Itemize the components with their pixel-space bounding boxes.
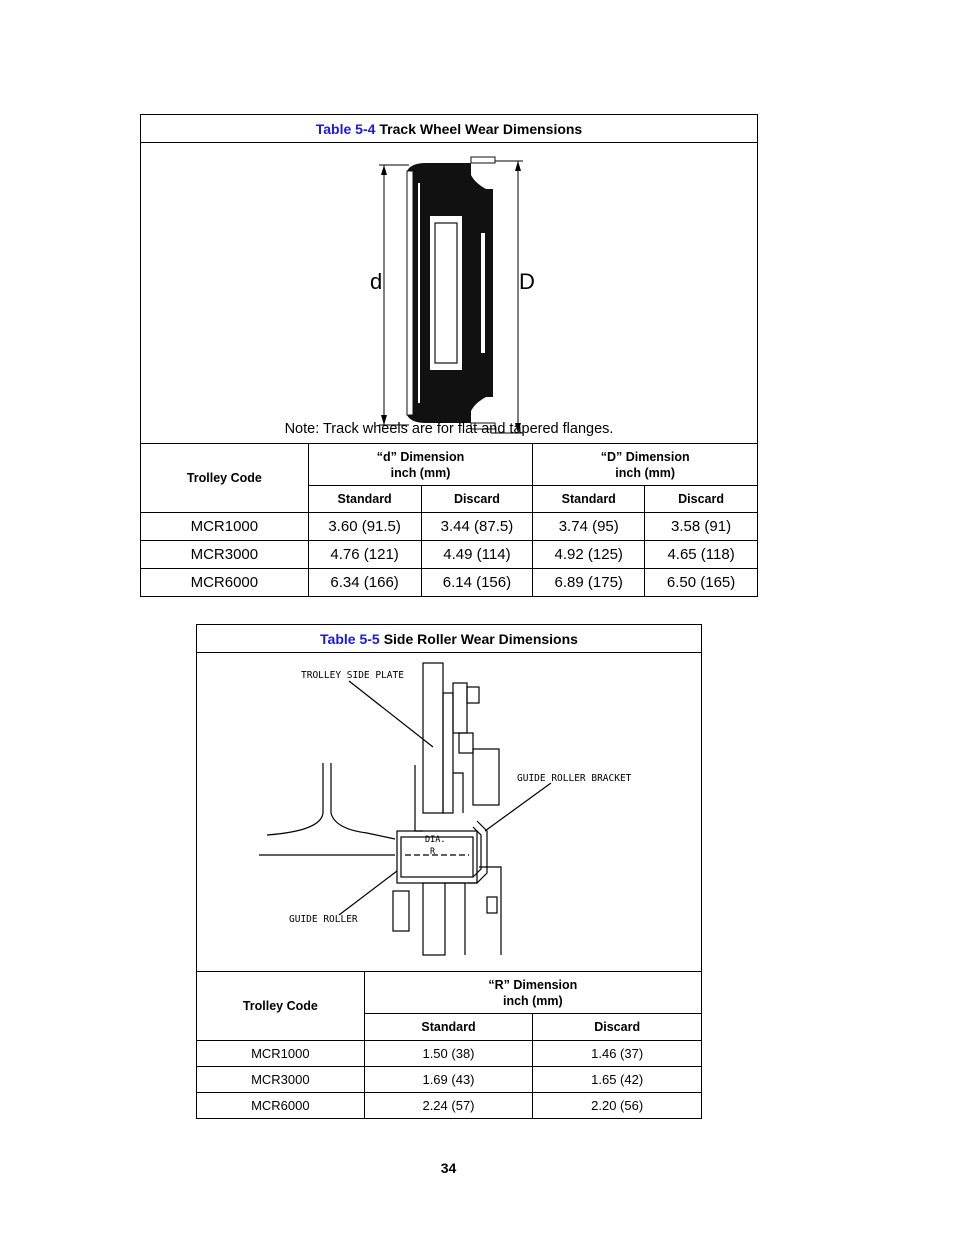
page-number: 34 <box>440 1160 457 1176</box>
label-trolley-side-plate: TROLLEY SIDE PLATE <box>301 670 404 681</box>
table-row <box>197 1067 702 1093</box>
r-standard: 1.50 (38) <box>364 1041 533 1067</box>
table-row <box>197 1093 702 1119</box>
col-d-discard: Discard <box>421 486 533 513</box>
trolley-code: MCR3000 <box>197 1067 365 1093</box>
table-caption <box>141 115 758 143</box>
d-discard: 3.44 (87.5) <box>421 513 533 541</box>
label-D: D <box>519 269 535 294</box>
trolley-code: MCR6000 <box>197 1093 365 1119</box>
col-D-discard: Discard <box>645 486 758 513</box>
col-trolley-code: Trolley Code <box>197 972 365 1041</box>
table-row <box>141 513 758 541</box>
table-row <box>197 1041 702 1067</box>
d-standard: 4.76 (121) <box>308 541 421 569</box>
trolley-code: MCR6000 <box>141 569 309 597</box>
track-wheel-figure <box>141 143 758 444</box>
side-roller-drawing <box>197 653 701 971</box>
r-discard: 1.65 (42) <box>533 1067 702 1093</box>
table-number: Table 5-4 <box>315 120 376 137</box>
table-caption <box>197 625 702 653</box>
col-r-dimension: “R” Dimension inch (mm) <box>364 972 701 1014</box>
col-d-standard: Standard <box>308 486 421 513</box>
D-standard: 3.74 (95) <box>533 513 645 541</box>
trolley-code: MCR3000 <box>141 541 309 569</box>
track-wheel-wear-table <box>140 114 758 597</box>
col-r-standard: Standard <box>364 1014 533 1041</box>
label-r: R <box>430 847 436 857</box>
r-standard: 1.69 (43) <box>364 1067 533 1093</box>
r-discard: 2.20 (56) <box>533 1093 702 1119</box>
trolley-code: MCR1000 <box>197 1041 365 1067</box>
table-title: Track Wheel Wear Dimensions <box>379 120 583 137</box>
col-d-dimension: “d” Dimension inch (mm) <box>308 444 533 486</box>
D-discard: 6.50 (165) <box>645 569 758 597</box>
D-standard: 6.89 (175) <box>533 569 645 597</box>
d-standard: 6.34 (166) <box>308 569 421 597</box>
r-standard: 2.24 (57) <box>364 1093 533 1119</box>
D-standard: 4.92 (125) <box>533 541 645 569</box>
col-trolley-code: Trolley Code <box>141 444 309 513</box>
table-title: Side Roller Wear Dimensions <box>383 630 578 647</box>
D-discard: 4.65 (118) <box>645 541 758 569</box>
d-discard: 6.14 (156) <box>421 569 533 597</box>
d-discard: 4.49 (114) <box>421 541 533 569</box>
table-number: Table 5-5 <box>320 630 380 647</box>
side-roller-figure <box>197 653 702 972</box>
d-standard: 3.60 (91.5) <box>308 513 421 541</box>
r-discard: 1.46 (37) <box>533 1041 702 1067</box>
col-r-discard: Discard <box>533 1014 702 1041</box>
col-D-standard: Standard <box>533 486 645 513</box>
side-roller-wear-table <box>196 624 702 1119</box>
col-D-dimension: “D” Dimension inch (mm) <box>533 444 758 486</box>
track-wheel-drawing <box>141 143 757 443</box>
figure-note: Note: Track wheels are for flat and tapered flanges. <box>284 421 614 437</box>
label-guide-roller: GUIDE ROLLER <box>289 914 358 925</box>
label-dia: DIA. <box>425 835 446 845</box>
D-discard: 3.58 (91) <box>645 513 758 541</box>
table-row <box>141 541 758 569</box>
label-guide-roller-bracket: GUIDE ROLLER BRACKET <box>517 773 632 784</box>
label-d: d <box>370 269 383 294</box>
trolley-code: MCR1000 <box>141 513 309 541</box>
table-row <box>141 569 758 597</box>
